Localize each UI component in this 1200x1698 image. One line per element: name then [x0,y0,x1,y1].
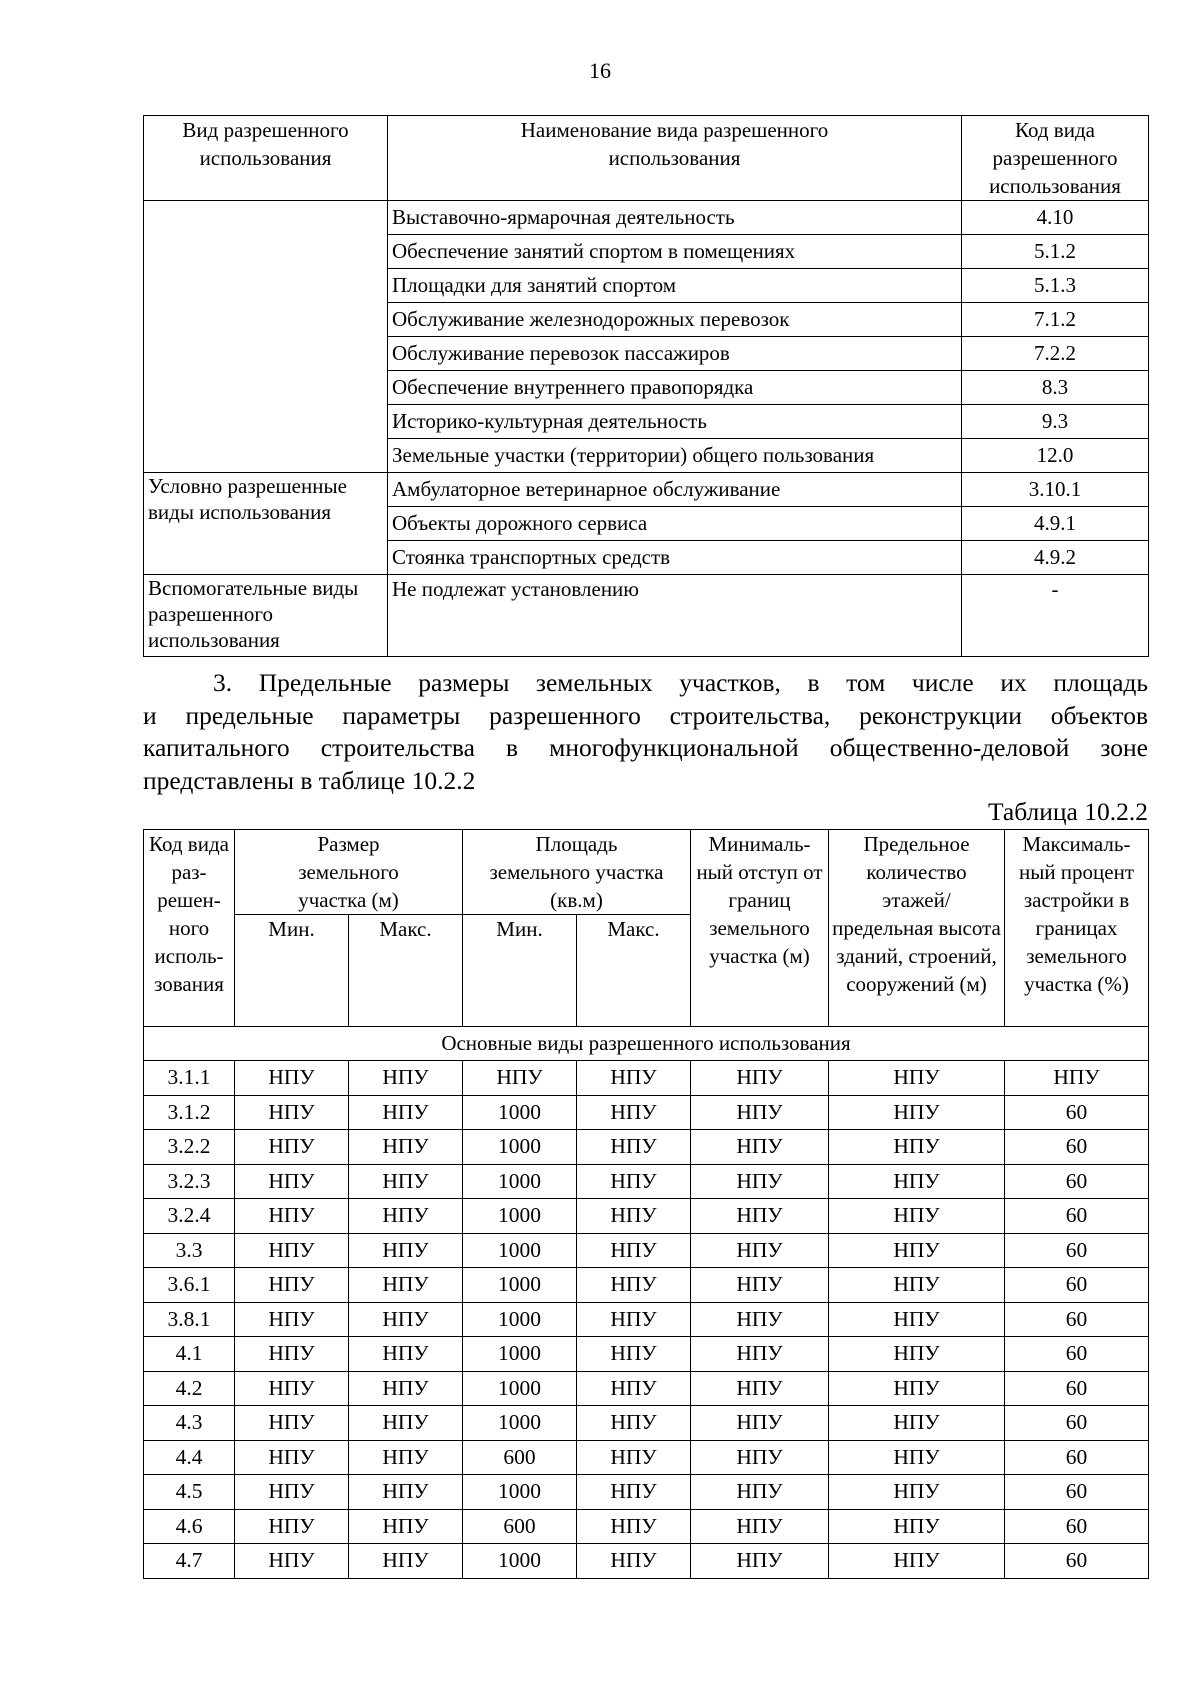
table-header-row [144,830,1149,915]
page-number: 16 [589,58,611,83]
use-code-cell: 5.1.3 [962,269,1149,303]
value-cell: НПУ [349,1268,463,1303]
value-cell: НПУ [577,1164,691,1199]
value-cell: 60 [1005,1440,1149,1475]
header-floors: Предельное количество этажей/ предельная высота зданий, строений, сооружений (м) [829,830,1005,1027]
value-cell: 60 [1005,1130,1149,1165]
value-cell: НПУ [691,1061,829,1096]
use-code-cell: 9.3 [962,405,1149,439]
value-cell: НПУ [349,1337,463,1372]
permitted-use-table [143,115,1149,657]
value-cell: НПУ [829,1302,1005,1337]
value-cell: НПУ [577,1509,691,1544]
code-cell: 3.2.3 [144,1164,235,1199]
value-cell: НПУ [691,1509,829,1544]
code-cell: 3.2.2 [144,1130,235,1165]
value-cell: НПУ [235,1406,349,1441]
value-cell: НПУ [577,1095,691,1130]
value-cell: НПУ [577,1337,691,1372]
value-cell: 600 [463,1509,577,1544]
value-cell: НПУ [235,1337,349,1372]
value-cell: НПУ [577,1406,691,1441]
value-cell: 1000 [463,1199,577,1234]
value-cell: НПУ [235,1233,349,1268]
value-cell: НПУ [829,1544,1005,1579]
value-cell: НПУ [349,1509,463,1544]
use-name-cell: Обслуживание перевозок пассажиров [388,337,962,371]
value-cell: НПУ [349,1302,463,1337]
value-cell: 60 [1005,1337,1149,1372]
table-row [144,1130,1149,1165]
table-row [144,1199,1149,1234]
value-cell: НПУ [691,1164,829,1199]
value-cell: 1000 [463,1475,577,1510]
value-cell: НПУ [349,1371,463,1406]
table-row [144,1406,1149,1441]
value-cell: НПУ [691,1095,829,1130]
code-cell: 3.1.2 [144,1095,235,1130]
section-label: Основные виды разрешенного использования [144,1027,1149,1061]
value-cell: НПУ [829,1199,1005,1234]
paragraph-line: капитального строительства в многофункциональной общественно-деловой зоне [143,733,1148,762]
use-name-cell: Стоянка транспортных средств [388,541,962,575]
value-cell: НПУ [691,1406,829,1441]
paragraph-line: и предельные параметры разрешенного строительства, реконструкции объектов [143,700,1148,730]
table-row [144,1233,1149,1268]
value-cell: 1000 [463,1130,577,1165]
value-cell: 1000 [463,1302,577,1337]
paragraph-line: 3. Предельные размеры земельных участков, в том числе их площадь [213,668,1148,697]
value-cell: НПУ [691,1130,829,1165]
use-code-cell: 5.1.2 [962,235,1149,269]
value-cell: НПУ [235,1095,349,1130]
value-cell: 1000 [463,1337,577,1372]
value-cell: НПУ [235,1509,349,1544]
value-cell: НПУ [577,1199,691,1234]
value-cell: НПУ [349,1095,463,1130]
use-type-cell: Вспомогательные виды разрешенного использования [144,575,388,657]
use-type-cell: Условно разрешенные виды использования [144,473,388,575]
header-use-name: Наименование вида разрешенного использования [388,116,962,201]
value-cell: НПУ [829,1095,1005,1130]
value-cell: НПУ [349,1164,463,1199]
use-name-cell: Амбулаторное ветеринарное обслуживание [388,473,962,507]
value-cell: НПУ [349,1199,463,1234]
use-code-cell: 4.10 [962,201,1149,235]
use-code-cell: 4.9.2 [962,541,1149,575]
value-cell: 60 [1005,1475,1149,1510]
header-size-max: Макс. [349,915,463,1027]
value-cell: НПУ [349,1130,463,1165]
use-code-cell: - [962,575,1149,657]
code-cell: 4.2 [144,1371,235,1406]
parameters-table [143,829,1149,1579]
value-cell: НПУ [829,1440,1005,1475]
value-cell: НПУ [349,1061,463,1096]
value-cell: НПУ [235,1164,349,1199]
table-row [144,1544,1149,1579]
value-cell: НПУ [349,1406,463,1441]
table-row [144,1061,1149,1096]
section-row [144,1027,1149,1061]
value-cell: НПУ [691,1544,829,1579]
value-cell: НПУ [829,1130,1005,1165]
use-type-cell [144,201,388,473]
code-cell: 4.7 [144,1544,235,1579]
value-cell: НПУ [235,1130,349,1165]
value-cell: НПУ [235,1268,349,1303]
header-size: Размер земельного участка (м) [235,830,463,915]
value-cell: 60 [1005,1233,1149,1268]
value-cell: НПУ [829,1475,1005,1510]
value-cell: НПУ [577,1233,691,1268]
value-cell: НПУ [235,1302,349,1337]
table-row [144,201,1149,235]
value-cell: НПУ [691,1268,829,1303]
value-cell: НПУ [829,1337,1005,1372]
header-area-max: Макс. [577,915,691,1027]
value-cell: НПУ [691,1440,829,1475]
paragraph-line: представлены в таблице 10.2.2 [143,765,476,795]
value-cell: 60 [1005,1302,1149,1337]
value-cell: НПУ [829,1268,1005,1303]
value-cell: НПУ [235,1199,349,1234]
value-cell: НПУ [829,1233,1005,1268]
value-cell: НПУ [577,1544,691,1579]
table-row [144,1268,1149,1303]
use-code-cell: 12.0 [962,439,1149,473]
value-cell: НПУ [349,1233,463,1268]
value-cell: 1000 [463,1406,577,1441]
use-name-cell: Площадки для занятий спортом [388,269,962,303]
table-row [144,1371,1149,1406]
use-name-cell: Обеспечение внутреннего правопорядка [388,371,962,405]
value-cell: НПУ [829,1371,1005,1406]
value-cell: НПУ [691,1337,829,1372]
value-cell: НПУ [829,1061,1005,1096]
value-cell: НПУ [1005,1061,1149,1096]
value-cell: НПУ [235,1061,349,1096]
value-cell: НПУ [691,1475,829,1510]
value-cell: 60 [1005,1164,1149,1199]
use-name-cell: Объекты дорожного сервиса [388,507,962,541]
code-cell: 4.5 [144,1475,235,1510]
value-cell: 60 [1005,1268,1149,1303]
header-setback: Минималь- ный отступ от границ земельного участка (м) [691,830,829,1027]
code-cell: 4.3 [144,1406,235,1441]
value-cell: НПУ [577,1302,691,1337]
value-cell: НПУ [577,1061,691,1096]
value-cell: НПУ [691,1233,829,1268]
value-cell: НПУ [577,1475,691,1510]
code-cell: 4.1 [144,1337,235,1372]
use-code-cell: 8.3 [962,371,1149,405]
value-cell: НПУ [235,1475,349,1510]
value-cell: НПУ [235,1371,349,1406]
code-cell: 3.8.1 [144,1302,235,1337]
value-cell: 1000 [463,1268,577,1303]
value-cell: 60 [1005,1371,1149,1406]
code-cell: 3.6.1 [144,1268,235,1303]
header-use-type: Вид разрешенного использования [144,116,388,201]
use-name-cell: Обеспечение занятий спортом в помещениях [388,235,962,269]
value-cell: НПУ [577,1130,691,1165]
value-cell: 60 [1005,1544,1149,1579]
value-cell: НПУ [691,1199,829,1234]
table-caption: Таблица 10.2.2 [987,797,1148,826]
table-row [144,1475,1149,1510]
value-cell: 1000 [463,1544,577,1579]
value-cell: НПУ [577,1371,691,1406]
value-cell: НПУ [235,1440,349,1475]
table-row [144,1337,1149,1372]
value-cell: 60 [1005,1199,1149,1234]
header-use-code: Код вида разрешенного использования [962,116,1149,201]
use-code-cell: 4.9.1 [962,507,1149,541]
value-cell: 1000 [463,1164,577,1199]
header-percent: Максималь- ный процент застройки в границах земельного участка (%) [1005,830,1149,1027]
value-cell: НПУ [829,1509,1005,1544]
value-cell: 600 [463,1440,577,1475]
code-cell: 4.6 [144,1509,235,1544]
value-cell: НПУ [691,1302,829,1337]
value-cell: НПУ [349,1544,463,1579]
value-cell: НПУ [463,1061,577,1096]
table-row [144,1164,1149,1199]
value-cell: 1000 [463,1371,577,1406]
code-cell: 3.2.4 [144,1199,235,1234]
table-row [144,1302,1149,1337]
table-row [144,575,1149,657]
header-size-min: Мин. [235,915,349,1027]
table-row [144,473,1149,507]
value-cell: НПУ [577,1268,691,1303]
value-cell: 60 [1005,1406,1149,1441]
header-area: Площадь земельного участка (кв.м) [463,830,691,915]
value-cell: НПУ [349,1440,463,1475]
use-name-cell: Не подлежат установлению [388,575,962,657]
table-row [144,1440,1149,1475]
value-cell: 1000 [463,1233,577,1268]
use-code-cell: 3.10.1 [962,473,1149,507]
table-header-row [144,116,1149,201]
value-cell: 1000 [463,1095,577,1130]
use-name-cell: Выставочно-ярмарочная деятельность [388,201,962,235]
table-row [144,1509,1149,1544]
value-cell: 60 [1005,1509,1149,1544]
use-name-cell: Историко-культурная деятельность [388,405,962,439]
value-cell: НПУ [349,1475,463,1510]
table-row [144,1095,1149,1130]
use-code-cell: 7.2.2 [962,337,1149,371]
value-cell: 60 [1005,1095,1149,1130]
code-cell: 3.1.1 [144,1061,235,1096]
value-cell: НПУ [577,1440,691,1475]
use-code-cell: 7.1.2 [962,303,1149,337]
code-cell: 4.4 [144,1440,235,1475]
paragraph [143,667,1148,797]
code-cell: 3.3 [144,1233,235,1268]
header-code: Код вида раз- решен- ного исполь- зования [144,830,235,1027]
value-cell: НПУ [829,1164,1005,1199]
header-area-min: Мин. [463,915,577,1027]
value-cell: НПУ [691,1371,829,1406]
use-name-cell: Земельные участки (территории) общего пользования [388,439,962,473]
value-cell: НПУ [829,1406,1005,1441]
value-cell: НПУ [235,1544,349,1579]
use-name-cell: Обслуживание железнодорожных перевозок [388,303,962,337]
